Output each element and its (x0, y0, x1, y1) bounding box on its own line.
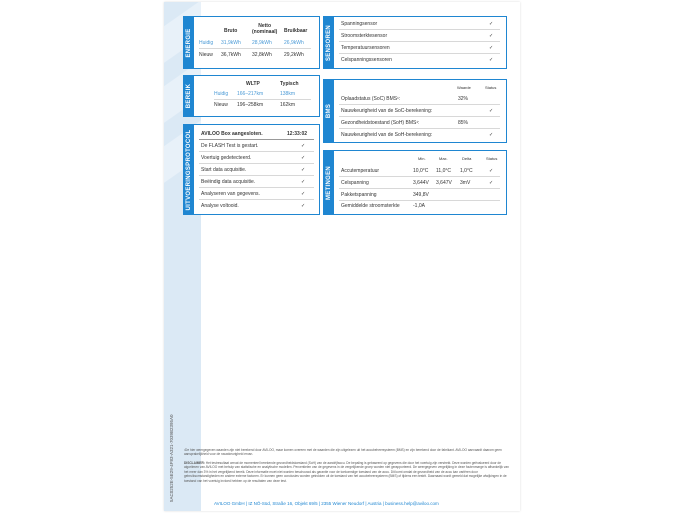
energie-panel (183, 16, 320, 69)
metingen-cell: 3,644V (413, 180, 429, 186)
metingen-panel (323, 150, 507, 215)
header-typisch: Typisch (280, 81, 299, 87)
check-icon: ✓ (489, 45, 494, 51)
vertical-id: 5AC0252E-5E29-4F83-A321-7039B2395A0 (169, 414, 174, 502)
company-address: AVILOO GmbH | IZ NÖ-Süd, Straße 16, Objekt 69/5 | 2355 Wiener Neudorf | Austria | business.help@aviloo.com (214, 501, 439, 506)
bereik-cell: 162km (280, 102, 296, 108)
protocol-tab: UITVOERINGSPROTOCOL (184, 125, 194, 214)
check-icon: ✓ (301, 143, 306, 149)
protocol-step: Voertuig gedetecteerd. (201, 155, 252, 161)
energie-tab: ENERGIE (184, 17, 194, 68)
energie-row-label: Nieuw (199, 52, 213, 58)
bereik-cell: 196–258km (237, 102, 264, 108)
protocol-step: Start data acquisitie. (201, 167, 247, 173)
metingen-tab: METINGEN (324, 151, 334, 214)
header-status: Status (486, 156, 498, 161)
protocol-time: 12:33:02 (287, 131, 308, 137)
metingen-cell: 3mV (460, 180, 471, 186)
bereik-row-label: Nieuw (214, 102, 228, 108)
bms-value: 85% (458, 120, 469, 126)
bereik-tab: BEREIK (184, 76, 194, 116)
metingen-cell: 1,0°C (460, 168, 473, 174)
metingen-row-label: Pakketspanning (341, 192, 377, 198)
check-icon: ✓ (489, 180, 494, 186)
header-min: Min. (418, 156, 426, 161)
header-bruikbaar: Bruikbaar (284, 28, 308, 34)
bms-panel (323, 79, 507, 143)
metingen-row-label: Gemiddelde stroomsterkte (341, 203, 400, 209)
protocol-step: Analyseren van gegevens. (201, 191, 260, 197)
check-icon: ✓ (489, 168, 494, 174)
energie-cell: 31,9kWh (221, 40, 241, 46)
header-netto: Netto (nominaal) (252, 23, 278, 35)
check-icon: ✓ (301, 203, 306, 209)
metingen-cell: 3,647V (436, 180, 452, 186)
bms-row-label: Nauwkeurigheid van de SoH-berekening: (341, 132, 433, 138)
protocol-panel (183, 124, 320, 215)
metingen-row-label: Celspanning (341, 180, 369, 186)
check-icon: ✓ (489, 21, 494, 27)
metingen-cell: 11,0°C (436, 168, 451, 174)
protocol-step: Analyse voltooid. (201, 203, 239, 209)
metingen-cell: 10,0°C (413, 168, 429, 174)
footnote: ¹De hier weergegeven waarden zijn niet berekend door AVILOO, maar komen overeen met de waarden die zijn uitgelezen uit het accubeheersysteem (BMS) en zijn berekend door de fabrikant. AVILOO aanvaardt daarom geen aansprakelijkheid voor de nauwkeurigheid ervan. (184, 448, 502, 457)
energie-row-label: Huidig (199, 40, 214, 46)
sensor-item: Stroomsterktesensor (341, 33, 388, 39)
check-icon: ✓ (301, 191, 306, 197)
bereik-row-label: Huidig (214, 91, 229, 97)
bereik-panel (183, 75, 320, 117)
check-icon: ✓ (489, 132, 494, 138)
energie-cell: 26,9kWh (284, 40, 304, 46)
bms-row-label: Gezondheidstoestand (SoH) BMS¹: (341, 120, 420, 126)
energie-cell: 29,2kWh (284, 52, 304, 58)
bereik-cell: 166–217km (237, 91, 264, 97)
metingen-cell: -1,0A (413, 203, 425, 209)
protocol-header: AVILOO Box aangesloten. (201, 131, 263, 137)
check-icon: ✓ (301, 167, 306, 173)
report-page (164, 2, 520, 511)
bms-tab: BMS (324, 80, 334, 142)
header-wltp: WLTP (246, 81, 260, 87)
header-delta: Delta (462, 156, 472, 161)
protocol-step: Beëindig data acquisitie. (201, 179, 256, 185)
check-icon: ✓ (301, 155, 306, 161)
metingen-row-label: Accutemperatuur (341, 168, 380, 174)
disclaimer-text: Het testresultaat omvat de momenteel berekende gezondheidstoestand (SoH) van de aandrijfaccu. De bepaling is gebaseerd op gegevens die door het voertuig zijn verstrekt. Deze worden geëvalueerd door de algoritmen van AVILOO met behulp van statistische en analytische modellen. Percentielen van de gegevens in de vergelijkende groep worden niet gerapporteerd. De weergegeven vergelijking in deze foutenmarge is afhankelijk van het meer dan 3% in het vergelijkend bereik. Deze informatie moet niet worden beschouwd als garantie voor de toekomstige toestand van de accu. Dit komt omdat de gezondheid van de accu kan variëren door gebruiksomstandigheden en andere externe factoren. Er kunnen geen conclusies worden getrokken uit de toestand van het accubeheersysteem (BMS) of tijdens een testrit. Daarnaast wordt gemeld dat mogelijke afwijkingen in de toestand van het voertuig invloed hebben op de resultaten van deze test. (184, 461, 509, 483)
disclaimer-label: DISCLAIMER: (184, 461, 205, 465)
check-icon: ✓ (489, 57, 494, 63)
energie-cell: 36,7kWh (221, 52, 241, 58)
header-bruto: Bruto (224, 28, 238, 34)
bereik-cell: 138km (280, 91, 296, 97)
check-icon: ✓ (489, 108, 494, 114)
energie-cell: 32,8kWh (252, 52, 272, 58)
disclaimer (184, 461, 511, 483)
header-waarde: Waarde (457, 85, 471, 90)
bms-row-label: Oplaadstatus (SoC) BMS¹: (341, 96, 401, 102)
sensoren-panel (323, 16, 507, 69)
sensor-item: Temperatuursensoren (341, 45, 390, 51)
sensoren-tab: SENSOREN (324, 17, 334, 68)
bms-row-label: Nauwkeurigheid van de SoC-berekening: (341, 108, 433, 114)
sensor-item: Spanningsensor (341, 21, 378, 27)
check-icon: ✓ (301, 179, 306, 185)
check-icon: ✓ (489, 33, 494, 39)
sensor-item: Celspanningssensoren (341, 57, 392, 63)
energie-cell: 28,9kWh (252, 40, 272, 46)
bms-value: 32% (458, 96, 469, 102)
header-status: Status (485, 85, 497, 90)
header-max: Max. (439, 156, 448, 161)
metingen-cell: 349,8V (413, 192, 429, 198)
protocol-step: De FLASH Test is gestart. (201, 143, 259, 149)
